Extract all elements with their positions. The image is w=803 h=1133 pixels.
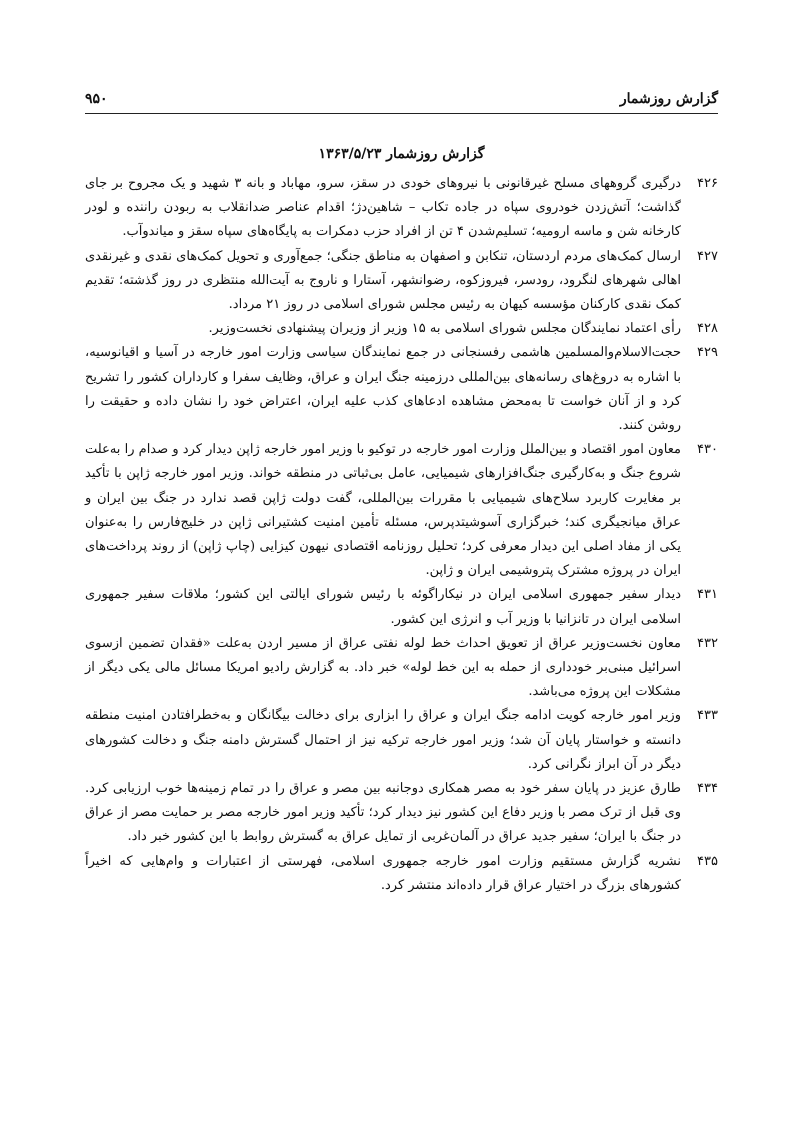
entry-text: معاون نخست‌وزیر عراق از تعویق احداث خط لوله نفتی عراق از مسیر اردن به‌علت «فقدان تضمین ازسوی اسرائیل مبنی‌بر خودداری از حمله به این خط لوله» خبر داد. به گزارش رادیو امریکا مسائل مالی یکی دیگر از مشکلات این پروژه می‌باشد. bbox=[85, 635, 681, 700]
entry-433 bbox=[85, 704, 718, 777]
entry-text: ارسال کمک‌های مردم اردستان، تنکابن و اصفهان به مناطق جنگی؛ جمع‌آوری و تحویل کمک‌های نقدی و غیرنقدی اهالی شهرهای لنگرود، رودسر، فیروزکوه، رضوانشهر، آستارا و ناروج به آیت‌الله منتظری در روز گذشته؛ تقدیم کمک نقدی کارکنان مؤسسه کیهان به رئیس مجلس شورای اسلامی در روز ۲۱ مرداد. bbox=[85, 248, 681, 313]
entry-text: حجت‌الاسلام‌والمسلمین هاشمی رفسنجانی در جمع نمایندگان سیاسی وزارت امور خارجه در آسیا و اقیانوسیه، با اشاره به دروغ‌های رسانه‌های بین‌المللی درزمینه جنگ ایران و عراق، وظایف سفرا و کارداران کشور را تشریح کرد و از آنان خواست تا به‌محض مشاهده ادعاهای کذب علیه ایران، اعتراض خود را نشان داده و حقیقت را روشن کنند. bbox=[85, 345, 681, 434]
entry-text: رأی اعتماد نمایندگان مجلس شورای اسلامی به ۱۵ وزیر از وزیران پیشنهادی نخست‌وزیر. bbox=[208, 321, 681, 337]
entry-427 bbox=[85, 245, 718, 318]
entry-text: نشریه گزارش مستقیم وزارت امور خارجه جمهوری اسلامی، فهرستی از اعتبارات و وام‌هایی که اخیراً کشورهای بزرگ در اختیار عراق قرار داده‌اند منتشر کرد. bbox=[85, 853, 681, 893]
entry-list bbox=[85, 172, 718, 898]
entry-text: معاون امور اقتصاد و بین‌الملل وزارت امور خارجه در توکیو با وزیر امور خارجه ژاپن دیدار کرد و صدام را به‌علت شروع جنگ و به‌کارگیری جنگ‌افزارهای شیمیایی، عامل بی‌ثباتی در منطقه خواند. وزیر امور خارجه ژاپن با تأکید بر مغایرت کاربرد سلاح‌های شیمیایی با مقررات بین‌المللی، گفت دولت ژاپن قصد ندارد در جنگ بین ایران و عراق میانجیگری کند؛ خبرگزاری آسوشیتدپرس، مسئله تأمین امنیت کشتیرانی ژاپن در خلیج‌فارس را به‌عنوان یکی از مفاد اصلی این دیدار معرفی کرد؛ تحلیل روزنامه اقتصادی نیهون کیزایی (چاپ ژاپن) از روند پرداخت‌های ایران در پروژه مشترک پتروشیمی ایران و ژاپن. bbox=[85, 442, 681, 579]
entry-426 bbox=[85, 172, 718, 245]
entry-text: وزیر امور خارجه کویت ادامه جنگ ایران و عراق را ابزاری برای دخالت بیگانگان و به‌خطرافتادن امنیت منطقه دانسته و خواستار پایان آن شد؛ وزیر امور خارجه ترکیه نیز از احتمال گسترش دامنه جنگ و دخالت کشورهای دیگر در آن ابراز نگرانی کرد. bbox=[85, 708, 681, 772]
page-number: ۹۵۰ bbox=[85, 91, 108, 107]
entry-number: ۴۳۵ bbox=[697, 853, 718, 869]
header-divider bbox=[85, 113, 718, 114]
day-title: گزارش روزشمار ۱۳۶۳/۵/۲۳ bbox=[318, 146, 485, 162]
entry-429 bbox=[85, 341, 718, 438]
entry-428 bbox=[85, 317, 718, 341]
entry-430 bbox=[85, 438, 718, 583]
entry-text: دیدار سفیر جمهوری اسلامی ایران در نیکاراگوئه با رئیس شورای ایالتی این کشور؛ ملاقات سفیر جمهوری اسلامی ایران در تانزانیا با وزیر آب و انرژی این کشور. bbox=[85, 587, 681, 627]
entry-number: ۴۳۲ bbox=[697, 635, 718, 651]
entry-432 bbox=[85, 632, 718, 705]
entry-number: ۴۳۳ bbox=[697, 708, 718, 724]
entry-431 bbox=[85, 583, 718, 631]
entry-number: ۴۲۶ bbox=[697, 176, 718, 191]
entry-435 bbox=[85, 850, 718, 898]
entry-number: ۴۳۰ bbox=[697, 442, 718, 458]
entry-number: ۴۳۴ bbox=[697, 781, 718, 797]
entry-text: درگیری گروههای مسلح غیرقانونی با نیروهای خودی در سقز، سرو، مهاباد و بانه ۳ شهید و یک مجروح بر جای گذاشت؛ آتش‌زدن خودروی سپاه در جاده تکاب – شاهین‌دژ؛ اقدام عناصر ضدانقلاب به ربودن راننده و لودر کارخانه شن و ماسه ارومیه؛ تسلیم‌شدن ۴ تن از افراد حزب دمکرات به پایگاه‌های سپاه سقز و میاندوآب. bbox=[85, 176, 682, 240]
entry-text: طارق عزیز در پایان سفر خود به مصر همکاری دوجانبه بین مصر و عراق را در تمام زمینه‌ها خوب ارزیابی کرد. وی قبل از ترک مصر با وزیر دفاع این کشور نیز دیدار کرد؛ تأکید وزیر امور خارجه مصر بر حمایت مصر از عراق در جنگ با ایران؛ سفیر جدید عراق در آلمان‌غربی از تمایل عراق به گسترش روابط با این کشور خبر داد. bbox=[85, 781, 681, 845]
running-title: گزارش روزشمار bbox=[619, 91, 718, 107]
entry-434 bbox=[85, 777, 718, 850]
entry-number: ۴۲۸ bbox=[697, 321, 718, 337]
entry-number: ۴۲۷ bbox=[697, 248, 718, 264]
entry-number: ۴۲۹ bbox=[697, 345, 718, 361]
page-header bbox=[85, 88, 718, 110]
entry-number: ۴۳۱ bbox=[697, 587, 718, 603]
